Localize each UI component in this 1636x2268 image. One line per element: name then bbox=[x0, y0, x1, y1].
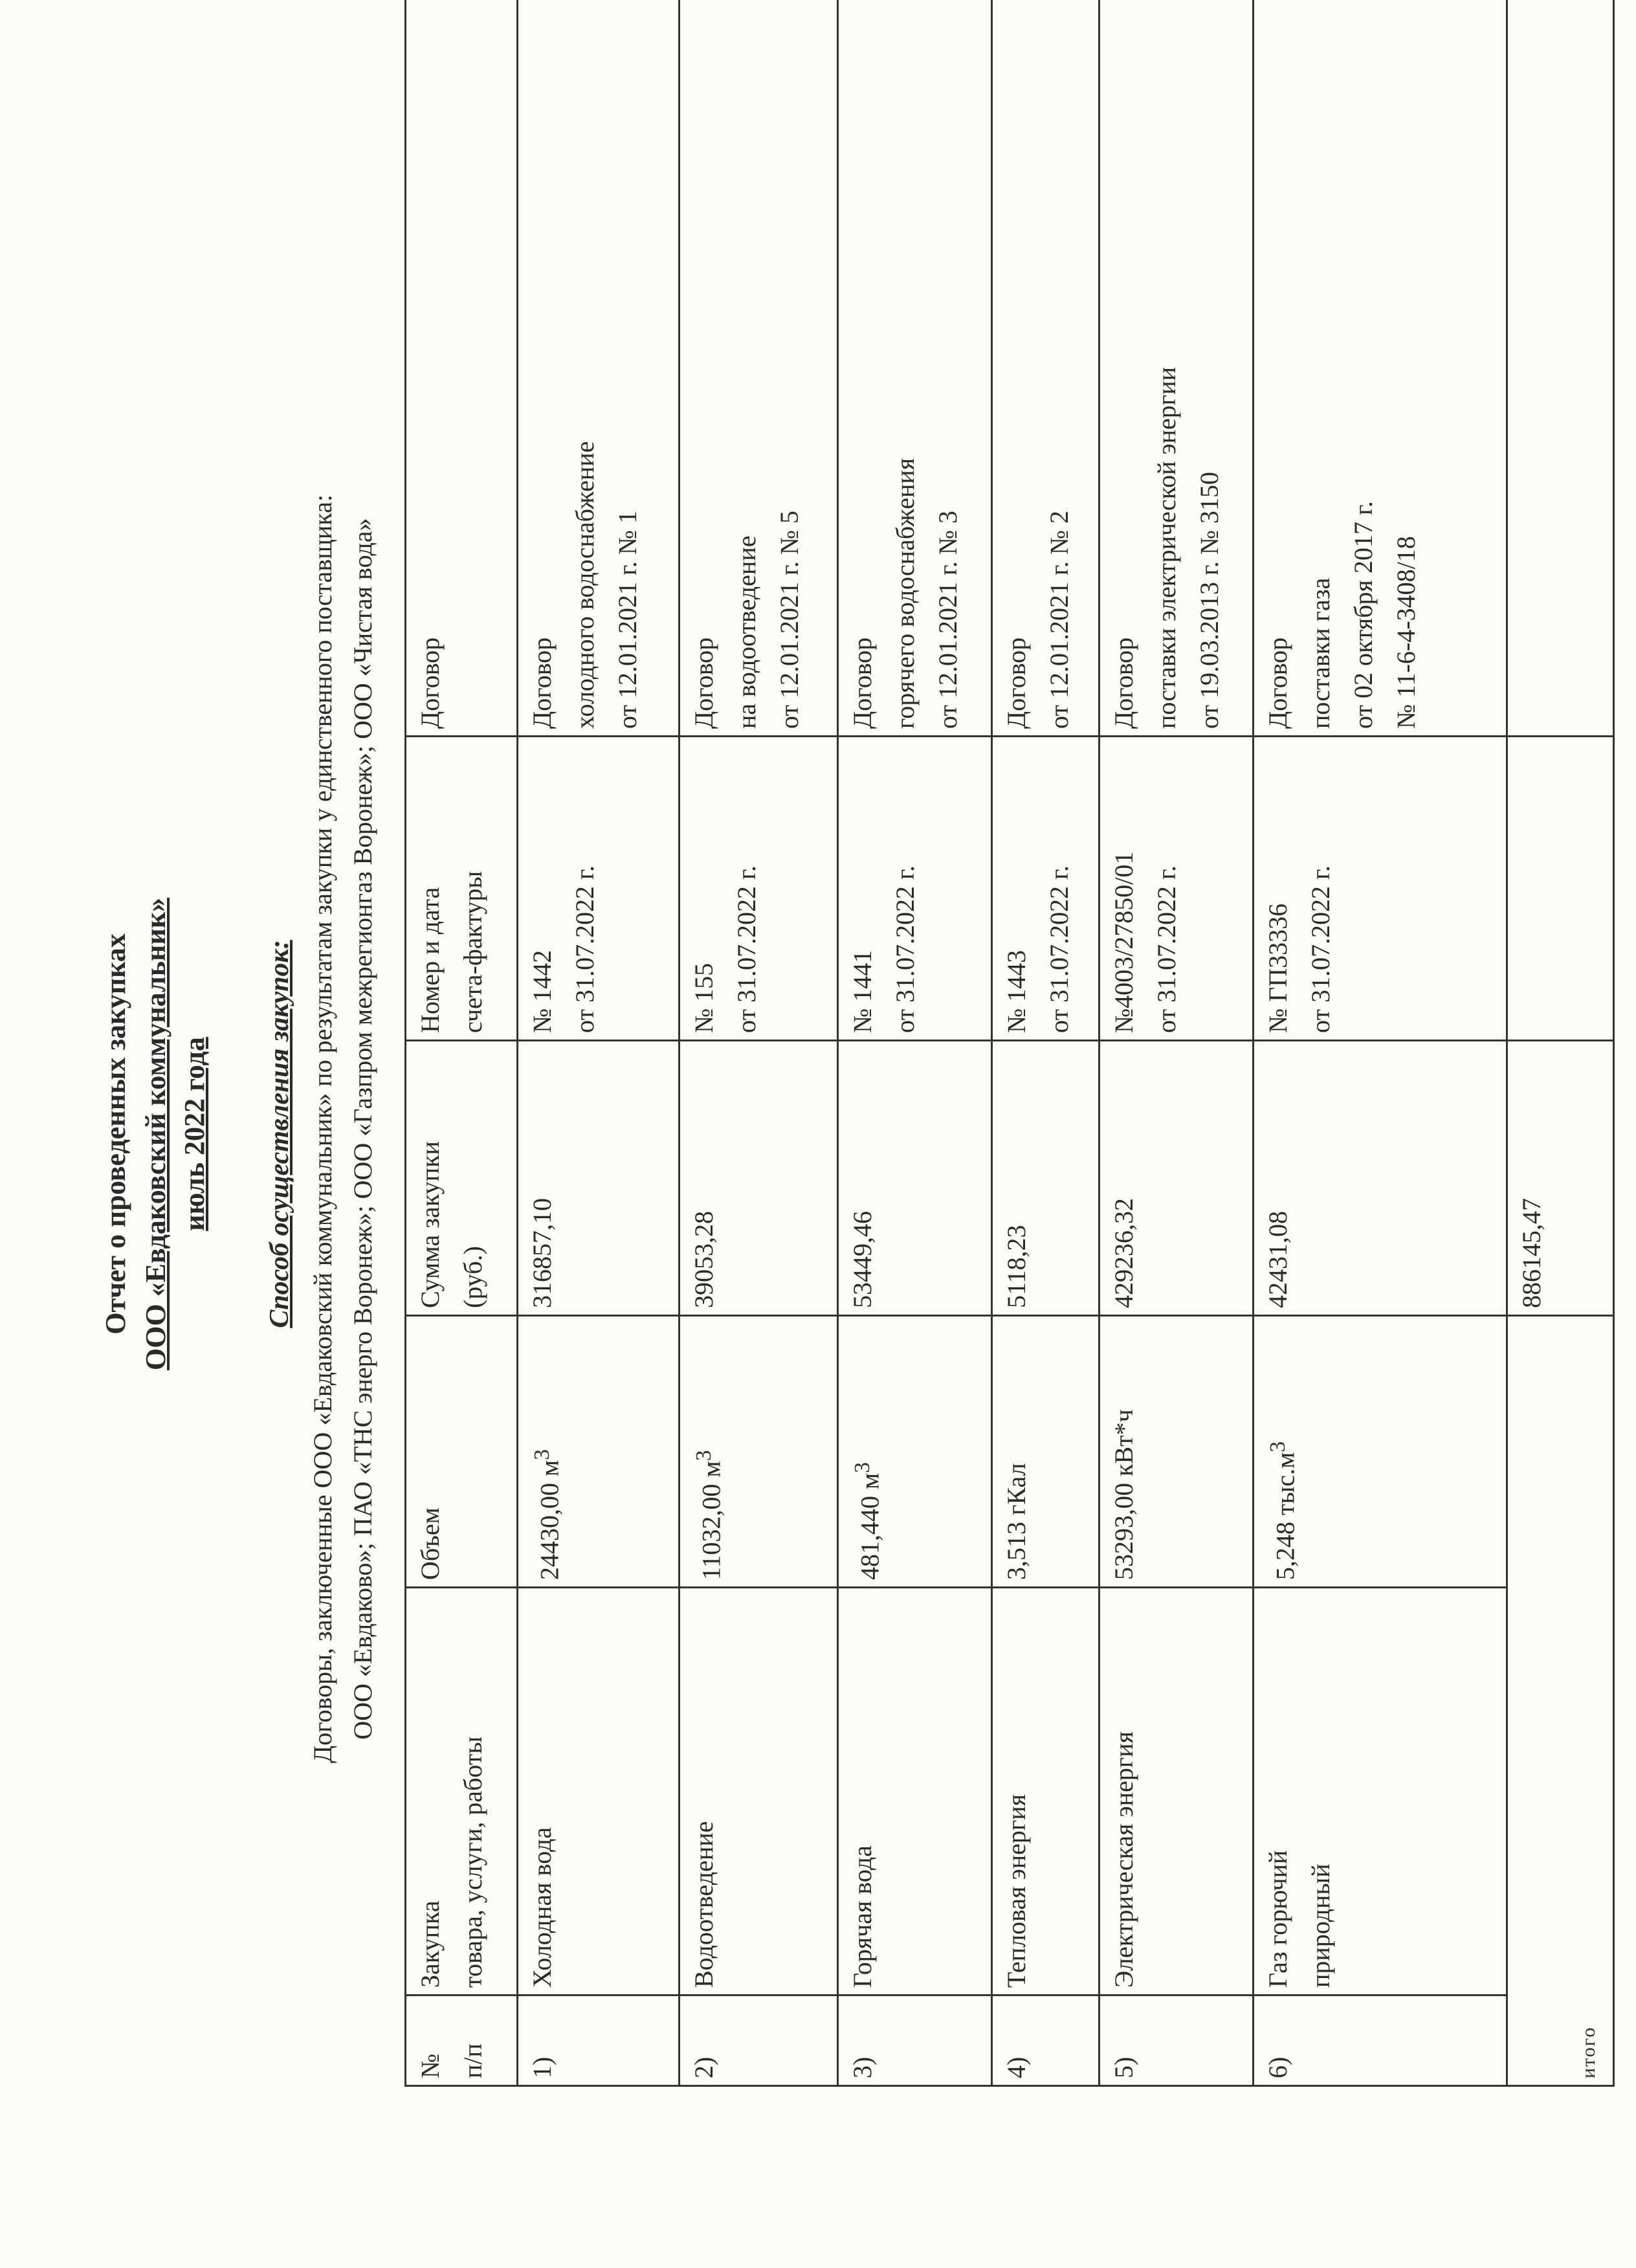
row-volume: 53293,00 кВт*ч bbox=[1099, 1316, 1254, 1588]
row-invoice: №4003/27850/01 от 31.07.2022 г. bbox=[1099, 737, 1254, 1041]
row-invoice: № ГП33336 от 31.07.2022 г. bbox=[1254, 737, 1507, 1041]
total-empty-invoice bbox=[1507, 737, 1613, 1041]
row-num: 6) bbox=[1254, 1996, 1507, 2086]
row-invoice: № 155 от 31.07.2022 г. bbox=[680, 737, 837, 1041]
report-title: Отчет о проведенных закупках bbox=[100, 933, 131, 1335]
row-item: Электрическая энергия bbox=[1099, 1588, 1254, 1996]
header-volume: Объем bbox=[406, 1316, 518, 1588]
row-sum: 42431,08 bbox=[1254, 1041, 1507, 1316]
method-line-2: ООО «Евдаково»; ПАО «ТНС энерго Воронеж»; ООО «Газпром межрегионгаз Воронеж»; ООО «Чистая вода» bbox=[348, 518, 377, 1740]
row-contract: Договор от 12.01.2021 г. № 2 bbox=[992, 0, 1099, 737]
row-item: Холодная вода bbox=[518, 1588, 680, 1996]
method-line-1: Договоры, заключенные ООО «Евдаковский коммунальник» по результатам закупки у единственного поставщика: bbox=[308, 494, 337, 1764]
row-item: Горячая вода bbox=[837, 1588, 992, 1996]
row-sum: 429236,32 bbox=[1099, 1041, 1254, 1316]
row-volume: 3,513 гКал bbox=[992, 1316, 1099, 1588]
row-sum: 316857,10 bbox=[518, 1041, 680, 1316]
row-contract: Договор холодного водоснабжение от 12.01.2021 г. № 1 bbox=[518, 0, 680, 737]
row-contract: Договор поставки газа от 02 октября 2017 г. № 11-6-4-3408/18 bbox=[1254, 0, 1507, 737]
header-item: Закупка товара, услуги, работы bbox=[406, 1588, 518, 1996]
organization-name: ООО «Евдаковский коммунальник» bbox=[140, 897, 171, 1371]
method-heading: Способ осуществления закупок: bbox=[265, 940, 294, 1328]
row-contract: Договор горячего водоснабжения от 12.01.2021 г. № 3 bbox=[837, 0, 992, 737]
table-row bbox=[837, 0, 992, 2086]
row-invoice: № 1443 от 31.07.2022 г. bbox=[992, 737, 1099, 1041]
row-num: 3) bbox=[837, 1996, 992, 2086]
row-sum: 53449,46 bbox=[837, 1041, 992, 1316]
row-volume: 481,440 $м^3$ bbox=[837, 1316, 992, 1588]
header-num: № п/п bbox=[406, 1996, 518, 2086]
row-volume: 5,248 $тыс.м^3$ bbox=[1254, 1316, 1507, 1588]
purchases-table bbox=[404, 0, 1615, 2087]
row-invoice: № 1442 от 31.07.2022 г. bbox=[518, 737, 680, 1041]
total-sum: 886145,47 bbox=[1507, 1041, 1613, 1316]
row-num: 4) bbox=[992, 1996, 1099, 2086]
row-invoice: № 1441 от 31.07.2022 г. bbox=[837, 737, 992, 1041]
row-num: 5) bbox=[1099, 1996, 1254, 2086]
table-header-row bbox=[406, 0, 518, 2086]
table-row bbox=[1254, 0, 1507, 2086]
row-volume: 24430,00 $м^3$ bbox=[518, 1316, 680, 1588]
row-sum: 39053,28 bbox=[680, 1041, 837, 1316]
row-volume: 11032,00 $м^3$ bbox=[680, 1316, 837, 1588]
total-row bbox=[1507, 0, 1613, 2086]
row-contract: Договор на водоотведение от 12.01.2021 г. № 5 bbox=[680, 0, 837, 737]
row-item: Газ горючий природный bbox=[1254, 1588, 1507, 1996]
row-contract: Договор поставки электрической энергии от 19.03.2013 г. № 3150 bbox=[1099, 0, 1254, 737]
row-num: 1) bbox=[518, 1996, 680, 2086]
row-item: Водоотведение bbox=[680, 1588, 837, 1996]
table-row bbox=[1099, 0, 1254, 2086]
total-empty-contract bbox=[1507, 0, 1613, 737]
row-item: Тепловая энергия bbox=[992, 1588, 1099, 1996]
row-sum: 5118,23 bbox=[992, 1041, 1099, 1316]
table-row bbox=[680, 0, 837, 2086]
total-label: итого bbox=[1507, 1316, 1613, 2086]
report-period: июль 2022 года bbox=[179, 1037, 210, 1231]
table-row bbox=[518, 0, 680, 2086]
header-invoice: Номер и дата счета-фактуры bbox=[406, 737, 518, 1041]
row-num: 2) bbox=[680, 1996, 837, 2086]
header-sum: Сумма закупки (руб.) bbox=[406, 1041, 518, 1316]
header-contract: Договор bbox=[406, 0, 518, 737]
method-description bbox=[303, 100, 383, 2158]
table-row bbox=[992, 0, 1099, 2086]
